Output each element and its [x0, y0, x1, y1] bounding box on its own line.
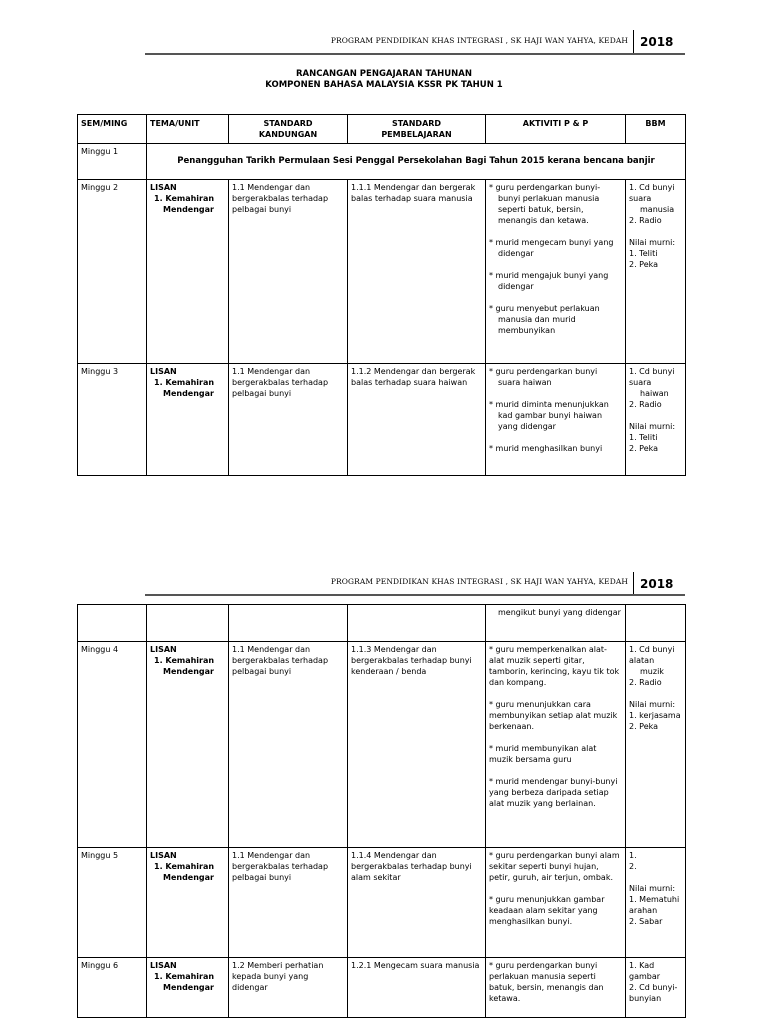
- activity-cell: * guru perdengarkan bunyi perlakuan manusia seperti batuk, bersin, menangis dan ketawa.: [486, 958, 626, 1018]
- document-subtitle: KOMPONEN BAHASA MALAYSIA KSSR PK TAHUN 1: [265, 80, 503, 90]
- col-standard-pembelajaran: STANDARD PEMBELAJARAN: [348, 115, 486, 144]
- table-row: [78, 364, 686, 476]
- standard-pembelajaran-cell: 1.1.4 Mendengar dan bergerakbalas terhadap bunyi alam sekitar: [348, 848, 486, 958]
- header-program: PROGRAM PENDIDIKAN KHAS INTEGRASI , SK HAJI WAN YAHYA, KEDAH: [330, 577, 628, 586]
- week-cell: Minggu 2: [78, 180, 147, 364]
- tema-cell: LISAN 1. Kemahiran Mendengar: [147, 364, 229, 476]
- table-row: [78, 958, 686, 1018]
- postponement-notice: Penangguhan Tarikh Permulaan Sesi Penggal Persekolahan Bagi Tahun 2015 kerana bencana banjir: [147, 144, 686, 180]
- table-row: [78, 180, 686, 364]
- bbm-cell: 1. Cd bunyi suara haiwan 2. Radio Nilai murni: 1. Teliti 2. Peka: [626, 364, 686, 476]
- header-rule: [145, 594, 685, 596]
- document-title: RANCANGAN PENGAJARAN TAHUNAN: [296, 69, 472, 79]
- col-tema: TEMA/UNIT: [147, 115, 229, 144]
- standard-pembelajaran-cell: 1.1.1 Mendengar dan bergerak balas terhadap suara manusia: [348, 180, 486, 364]
- lesson-plan-table-continued: [77, 604, 686, 1018]
- week-cell: Minggu 5: [78, 848, 147, 958]
- table-row: [78, 848, 686, 958]
- standard-kandungan-cell: 1.1 Mendengar dan bergerakbalas terhadap pelbagai bunyi: [229, 180, 348, 364]
- header-separator: [633, 572, 634, 594]
- col-standard-kandungan: STANDARD KANDUNGAN: [229, 115, 348, 144]
- table-row: [78, 605, 686, 642]
- standard-kandungan-cell: 1.1 Mendengar dan bergerakbalas terhadap pelbagai bunyi: [229, 848, 348, 958]
- tema-cell: LISAN 1. Kemahiran Mendengar: [147, 180, 229, 364]
- tema-cell: LISAN 1. Kemahiran Mendengar: [147, 642, 229, 848]
- activity-cell: * guru memperkenalkan alat-alat muzik seperti gitar, tamborin, kerincing, kayu tik tok dan kompang. * guru menunjukkan cara membunyikan setiap alat muzik berkenaan. * murid membunyikan alat muzik bersama guru * murid mendengar bunyi-bunyi yang berbeza daripada setiap alat muzik yang berlainan.: [486, 642, 626, 848]
- standard-pembelajaran-cell: 1.1.3 Mendengar dan bergerakbalas terhadap bunyi kenderaan / benda: [348, 642, 486, 848]
- standard-kandungan-cell: 1.1 Mendengar dan bergerakbalas terhadap pelbagai bunyi: [229, 642, 348, 848]
- tema-cell: LISAN 1. Kemahiran Mendengar: [147, 848, 229, 958]
- document-page-1: [0, 0, 768, 500]
- standard-kandungan-cell: 1.1 Mendengar dan bergerakbalas terhadap pelbagai bunyi: [229, 364, 348, 476]
- table-row: [78, 642, 686, 848]
- week-cell: Minggu 1: [78, 144, 147, 180]
- col-sem: SEM/MING: [78, 115, 147, 144]
- bbm-cell: 1. 2. Nilai murni: 1. Mematuhi arahan 2. Sabar: [626, 848, 686, 958]
- week-cell: Minggu 4: [78, 642, 147, 848]
- tema-cell: LISAN 1. Kemahiran Mendengar: [147, 958, 229, 1018]
- week-cell: Minggu 3: [78, 364, 147, 476]
- activity-cell: * guru perdengarkan bunyi suara haiwan * murid diminta menunjukkan kad gambar bunyi haiwan yang didengar * murid menghasilkan bunyi: [486, 364, 626, 476]
- bbm-cell: 1. Cd bunyi suara manusia 2. Radio Nilai murni: 1. Teliti 2. Peka: [626, 180, 686, 364]
- activity-cell: * guru perdengarkan bunyi alam sekitar seperti bunyi hujan, petir, guruh, air terjun, ombak. * guru menunjukkan gambar keadaan alam sekitar yang menghasilkan bunyi.: [486, 848, 626, 958]
- bbm-cell: 1. Cd bunyi alatan muzik 2. Radio Nilai murni: 1. kerjasama 2. Peka: [626, 642, 686, 848]
- header-year: 2018: [640, 577, 674, 591]
- header-year: 2018: [640, 35, 674, 49]
- header-rule: [145, 53, 685, 55]
- activity-cell-continued: mengikut bunyi yang didengar: [486, 605, 626, 642]
- lesson-plan-table: [77, 114, 686, 476]
- week-cell: Minggu 6: [78, 958, 147, 1018]
- col-aktiviti: AKTIVITI P & P: [486, 115, 626, 144]
- document-page-2: [0, 560, 768, 1024]
- bbm-cell: 1. Kad gambar 2. Cd bunyi-bunyian: [626, 958, 686, 1018]
- table-header-row: [78, 115, 686, 144]
- col-bbm: BBM: [626, 115, 686, 144]
- header-program: PROGRAM PENDIDIKAN KHAS INTEGRASI , SK HAJI WAN YAHYA, KEDAH: [330, 36, 628, 45]
- standard-kandungan-cell: 1.2 Memberi perhatian kepada bunyi yang didengar: [229, 958, 348, 1018]
- table-row: [78, 144, 686, 180]
- activity-cell: * guru perdengarkan bunyi-bunyi perlakuan manusia seperti batuk, bersin, menangis dan ketawa. * murid mengecam bunyi yang didengar * murid mengajuk bunyi yang didengar * guru menyebut perlakuan manusia dan murid membunyikan: [486, 180, 626, 364]
- standard-pembelajaran-cell: 1.2.1 Mengecam suara manusia: [348, 958, 486, 1018]
- standard-pembelajaran-cell: 1.1.2 Mendengar dan bergerak balas terhadap suara haiwan: [348, 364, 486, 476]
- header-separator: [633, 30, 634, 54]
